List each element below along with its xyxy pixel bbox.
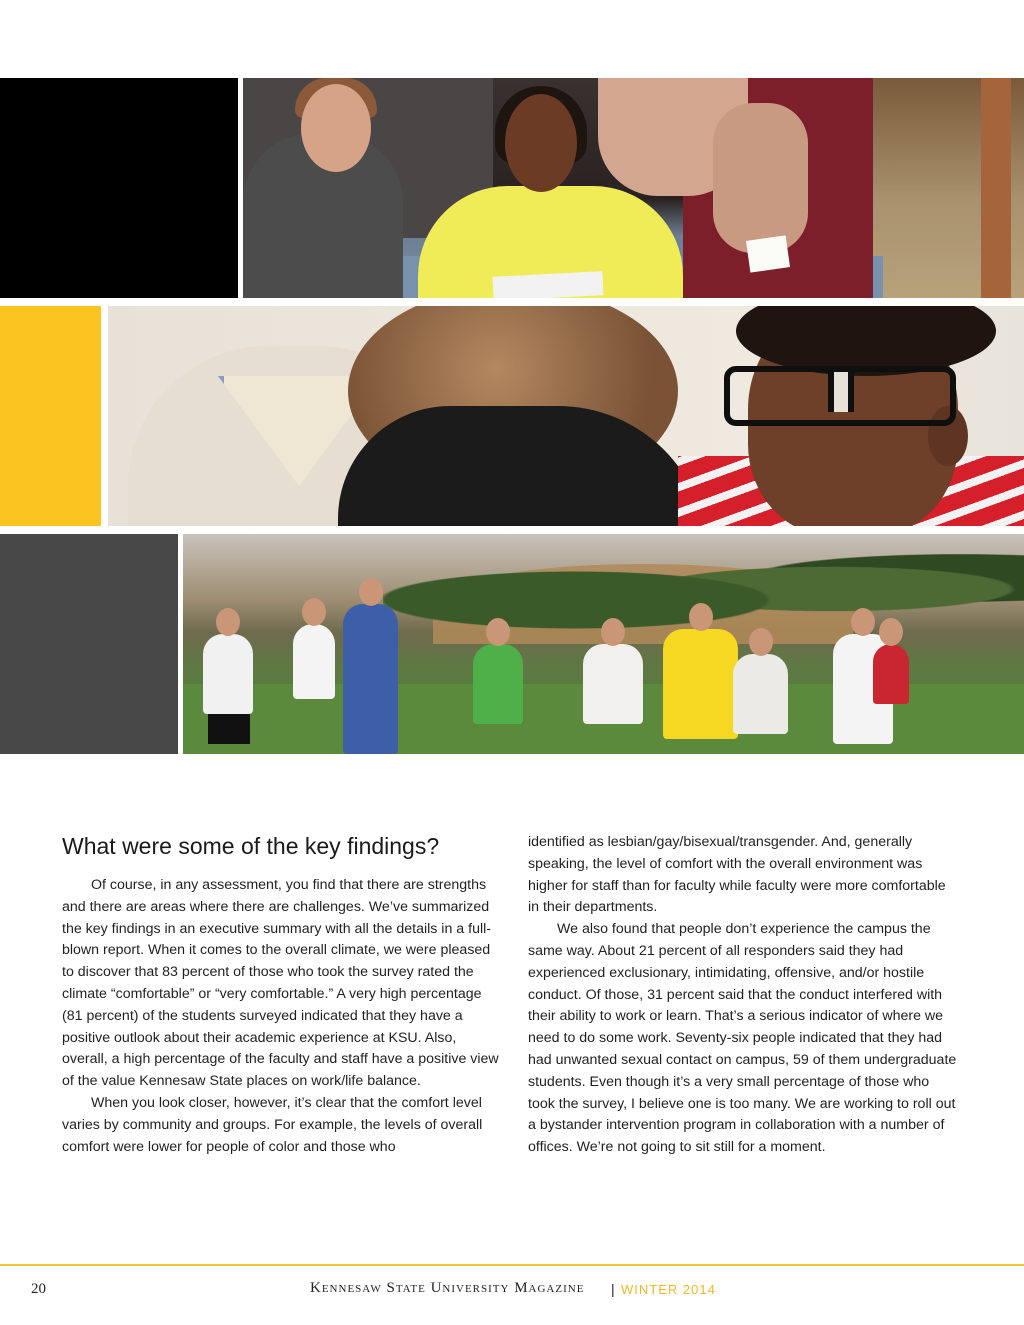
yellow-color-block [0, 306, 101, 526]
paragraph: identified as lesbian/gay/bisexual/transgender. And, generally speaking, the level of comfort with the overall environment was higher for staff than for faculty while faculty were more comfortable in their departments. [528, 834, 946, 916]
footer-rule [0, 1264, 1024, 1266]
left-text-column [62, 875, 502, 1158]
photo-students-at-table [243, 78, 1024, 298]
photo-students-on-campus-lawn [183, 534, 1024, 754]
right-text-column [528, 832, 958, 1159]
paragraph: We also found that people don’t experience the campus the same way. About 21 percent of all responders said they had experienced exclusionary, intimidating, offensive, and/or hostile conduct. Of those, 31 percent said that the conduct interfered with their ability to work or learn. That’s a serious indicator of where we need to do some work. Seventy-six people indicated that they had had unwanted sexual contact on campus, 59 of them undergraduate students. Even though it’s a very small percentage of those who took the survey, I believe one is too many. We are working to roll out a bystander intervention program in collaboration with a number of offices. We’re not going to sit still for a moment. [528, 921, 957, 1156]
page-number: 20 [31, 1281, 46, 1297]
gray-color-block [0, 534, 178, 754]
footer-separator: | [611, 1281, 615, 1297]
section-heading: What were some of the key findings? [62, 833, 440, 859]
paragraph: When you look closer, however, it’s clear that the comfort level varies by community and groups. For example, the levels of overall comfort were lower for people of color and those who [62, 1094, 483, 1155]
photo-student-with-glasses [108, 306, 1024, 526]
paragraph: Of course, in any assessment, you find that there are strengths and there are areas where there are challenges. We’ve summarized the key findings in an executive summary with all the details in a full-blown report. When it comes to the overall climate, we were pleased to discover that 83 percent of those who took the survey rated the climate “comfortable” or “very comfortable.” A very high percentage (81 percent) of the students surveyed indicated that they have a positive outlook about their academic experience at KSU. Also, overall, a high percentage of the faculty and staff have a positive view of the value Kennesaw State places on work/life balance. [62, 877, 499, 1090]
issue-label: WINTER 2014 [621, 1282, 716, 1297]
magazine-title: Kennesaw State University Magazine [310, 1280, 585, 1296]
black-color-block [0, 78, 238, 298]
